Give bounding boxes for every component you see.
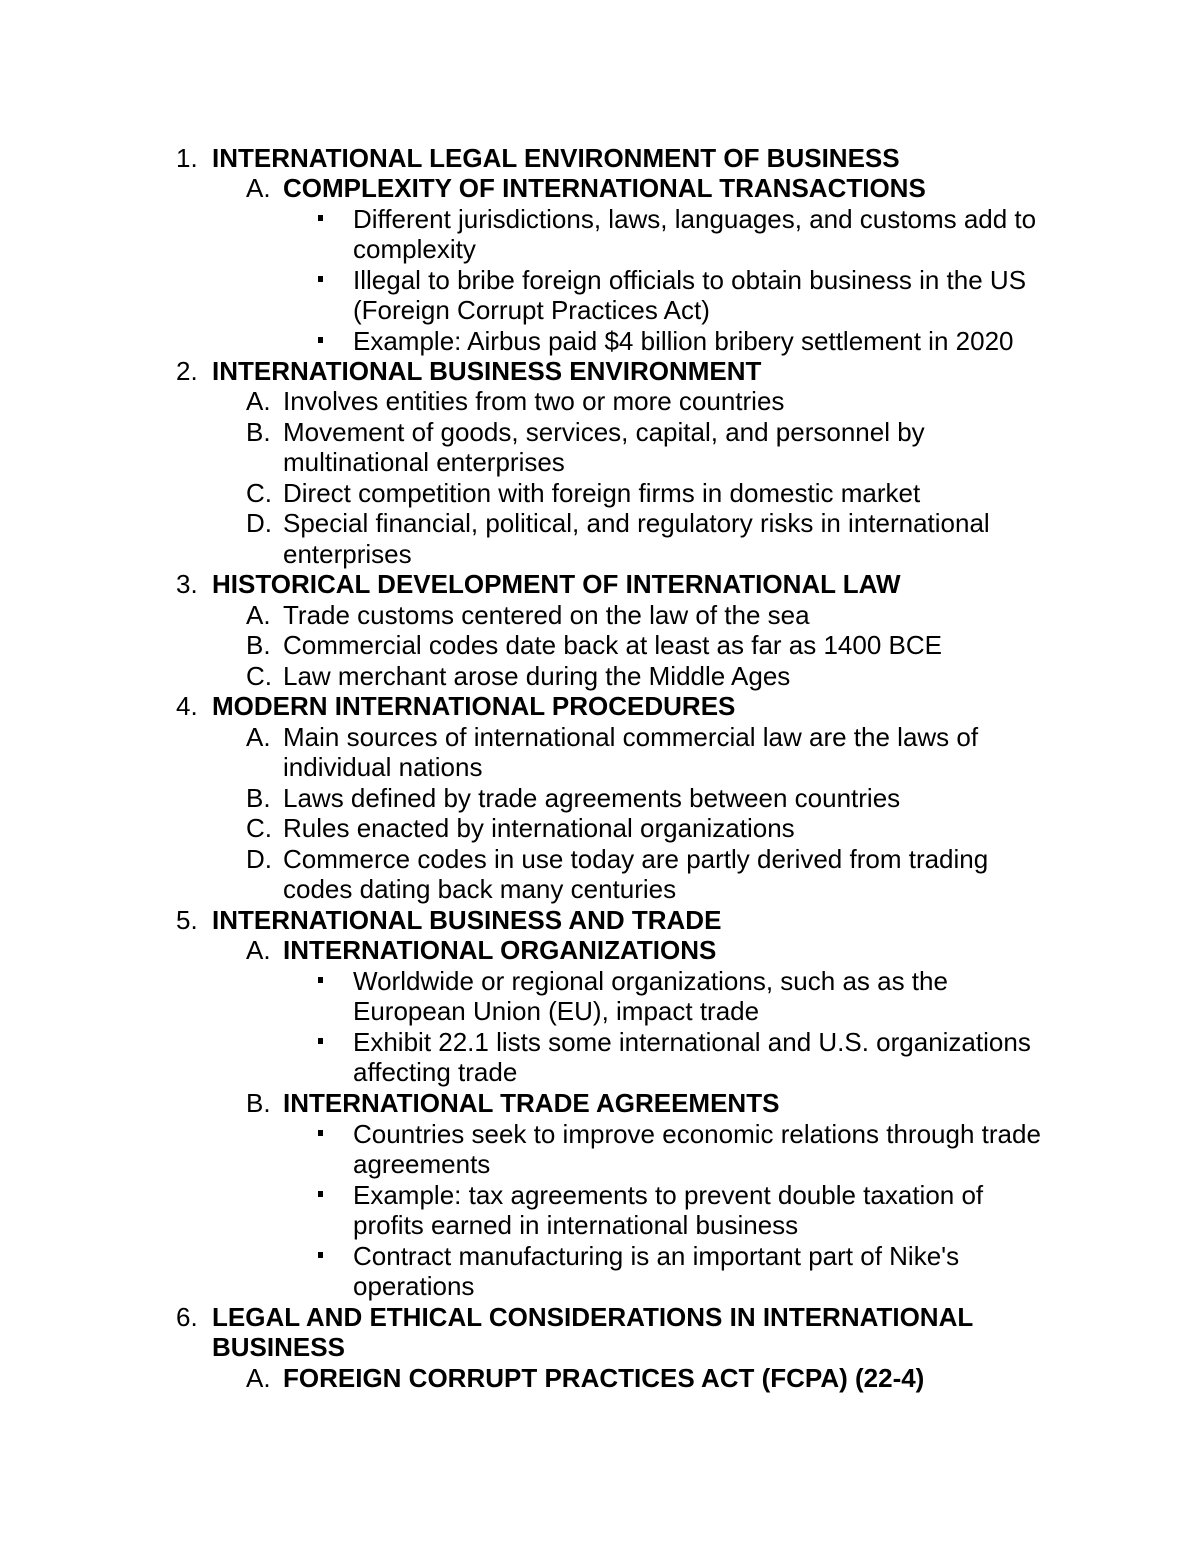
bullet-line: operations xyxy=(353,1271,475,1301)
bullet-line: Countries seek to improve economic relations through trade xyxy=(353,1119,1041,1149)
subsection-title: INTERNATIONAL TRADE AGREEMENTS xyxy=(283,1088,780,1118)
section-title: INTERNATIONAL LEGAL ENVIRONMENT OF BUSINESS xyxy=(212,143,900,173)
item-text-continued: multinational enterprises xyxy=(283,447,565,477)
bullet-marker xyxy=(318,1191,323,1197)
subsection-letter: B. xyxy=(246,1088,271,1118)
bullet-marker xyxy=(318,337,323,343)
bullet-line: profits earned in international business xyxy=(353,1210,799,1240)
subsection-title: FOREIGN CORRUPT PRACTICES ACT (FCPA) (22-4) xyxy=(283,1363,925,1393)
section-number: 4. xyxy=(176,691,198,721)
item-letter: C. xyxy=(246,661,272,691)
section-number: 6. xyxy=(176,1302,198,1332)
subsection-letter: A. xyxy=(246,1363,271,1393)
item-text: Special financial, political, and regulatory risks in international xyxy=(283,508,990,538)
item-letter: B. xyxy=(246,783,271,813)
item-letter: B. xyxy=(246,417,271,447)
bullet-line: Worldwide or regional organizations, such as as the xyxy=(353,966,948,996)
bullet-line: complexity xyxy=(353,234,476,264)
bullet-line: Exhibit 22.1 lists some international and U.S. organizations xyxy=(353,1027,1031,1057)
section-number: 2. xyxy=(176,356,198,386)
subsection-title: COMPLEXITY OF INTERNATIONAL TRANSACTIONS xyxy=(283,173,926,203)
section-title-continued: BUSINESS xyxy=(212,1332,345,1362)
item-text: Trade customs centered on the law of the sea xyxy=(283,600,810,630)
item-letter: C. xyxy=(246,478,272,508)
bullet-marker xyxy=(318,977,323,983)
item-text: Commercial codes date back at least as far as 1400 BCE xyxy=(283,630,942,660)
bullet-marker xyxy=(318,1038,323,1044)
item-text: Commerce codes in use today are partly derived from trading xyxy=(283,844,989,874)
section-number: 1. xyxy=(176,143,198,173)
bullet-marker xyxy=(318,215,323,221)
bullet-line: Example: tax agreements to prevent double taxation of xyxy=(353,1180,984,1210)
item-text: Direct competition with foreign firms in domestic market xyxy=(283,478,921,508)
bullet-line: European Union (EU), impact trade xyxy=(353,996,760,1026)
subsection-letter: A. xyxy=(246,173,271,203)
bullet-line: Contract manufacturing is an important part of Nike's xyxy=(353,1241,960,1271)
bullet-line: (Foreign Corrupt Practices Act) xyxy=(353,295,710,325)
section-title: INTERNATIONAL BUSINESS AND TRADE xyxy=(212,905,722,935)
section-title: HISTORICAL DEVELOPMENT OF INTERNATIONAL LAW xyxy=(212,569,901,599)
subsection-letter: A. xyxy=(246,935,271,965)
bullet-marker xyxy=(318,1130,323,1136)
item-text: Laws defined by trade agreements between countries xyxy=(283,783,901,813)
section-title: LEGAL AND ETHICAL CONSIDERATIONS IN INTERNATIONAL xyxy=(212,1302,974,1332)
item-letter: D. xyxy=(246,508,272,538)
bullet-line: Illegal to bribe foreign officials to obtain business in the US xyxy=(353,265,1027,295)
item-letter: A. xyxy=(246,386,271,416)
item-text: Law merchant arose during the Middle Ages xyxy=(283,661,791,691)
subsection-title: INTERNATIONAL ORGANIZATIONS xyxy=(283,935,717,965)
section-number: 3. xyxy=(176,569,198,599)
item-text: Movement of goods, services, capital, and personnel by xyxy=(283,417,925,447)
item-text: Rules enacted by international organizations xyxy=(283,813,795,843)
item-text: Involves entities from two or more countries xyxy=(283,386,785,416)
section-number: 5. xyxy=(176,905,198,935)
bullet-line: Different jurisdictions, laws, languages, and customs add to xyxy=(353,204,1037,234)
item-text-continued: individual nations xyxy=(283,752,483,782)
item-text: Main sources of international commercial law are the laws of xyxy=(283,722,979,752)
bullet-marker xyxy=(318,1252,323,1258)
bullet-line: affecting trade xyxy=(353,1057,518,1087)
item-text-continued: enterprises xyxy=(283,539,412,569)
item-text-continued: codes dating back many centuries xyxy=(283,874,677,904)
item-letter: A. xyxy=(246,600,271,630)
bullet-line: Example: Airbus paid $4 billion bribery settlement in 2020 xyxy=(353,326,1014,356)
section-title: INTERNATIONAL BUSINESS ENVIRONMENT xyxy=(212,356,762,386)
item-letter: C. xyxy=(246,813,272,843)
item-letter: D. xyxy=(246,844,272,874)
bullet-line: agreements xyxy=(353,1149,491,1179)
bullet-marker xyxy=(318,276,323,282)
item-letter: B. xyxy=(246,630,271,660)
item-letter: A. xyxy=(246,722,271,752)
section-title: MODERN INTERNATIONAL PROCEDURES xyxy=(212,691,736,721)
